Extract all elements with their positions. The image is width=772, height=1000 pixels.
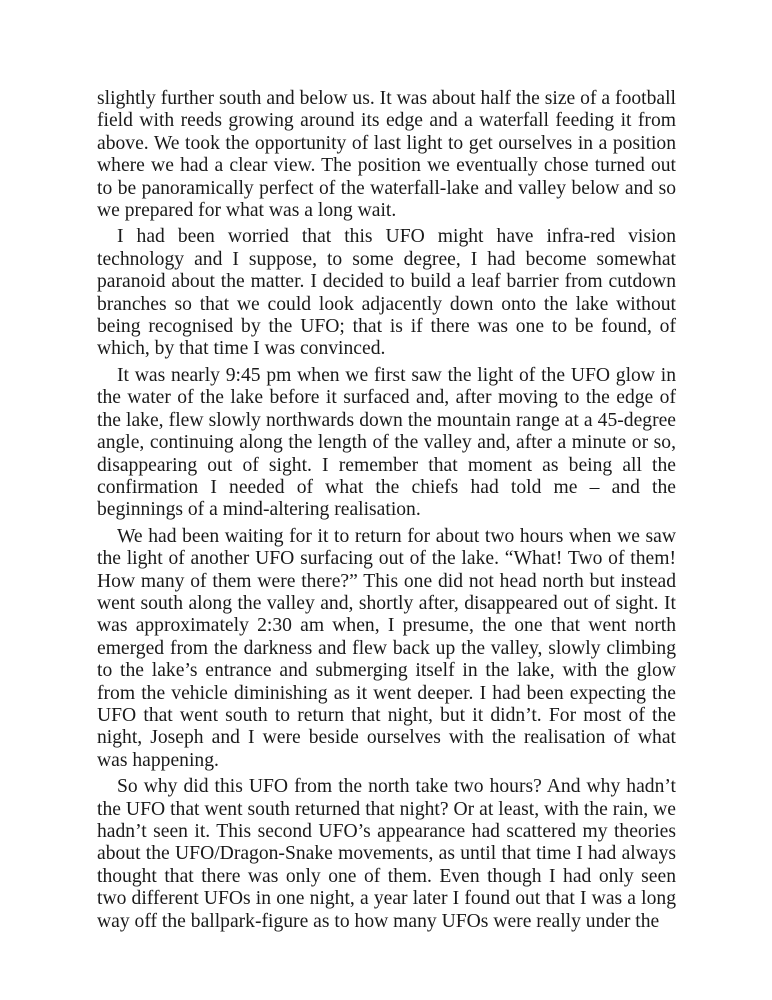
page-body-text	[97, 88, 676, 933]
paragraph-2: I had been worried that this UFO might have infra-red vision technology and I suppose, to some degree, I had become somewhat paranoid about the matter. I decided to build a leaf barrier from cutdown branches so that we could look adjacently down onto the lake without being recognised by the UFO; that is if there was one to be found, of which, by that time I was convinced.	[97, 226, 676, 360]
paragraph-3: It was nearly 9:45 pm when we first saw the light of the UFO glow in the water of the lake before it surfaced and, after moving to the edge of the lake, flew slowly northwards down the mountain range at a 45-degree angle, continuing along the length of the valley and, after a minute or so, disappearing out of sight. I remember that moment as being all the confirmation I needed of what the chiefs had told me – and the beginnings of a mind-altering realisation.	[97, 364, 676, 521]
paragraph-5: So why did this UFO from the north take two hours? And why hadn’t the UFO that went south returned that night? Or at least, with the rain, we hadn’t seen it. This second UFO’s appearance had scattered my theories about the UFO/Dragon-Snake movements, as until that time I had always thought that there was only one of them. Even though I had only seen two different UFOs in one night, a year later I found out that I was a long way off the ballpark-figure as to how many UFOs were really under the	[97, 776, 676, 932]
paragraph-1: slightly further south and below us. It was about half the size of a football field with reeds growing around its edge and a waterfall feeding it from above. We took the opportunity of last light to get ourselves in a position where we had a clear view. The position we eventually chose turned out to be panoramically perfect of the waterfall-lake and valley below and so we prepared for what was a long wait.	[97, 88, 676, 222]
paragraph-4: We had been waiting for it to return for about two hours when we saw the light of another UFO surfacing out of the lake. “What! Two of them! How many of them were there?” This one did not head north but instead went south along the valley and, shortly after, disappeared out of sight. It was approximately 2:30 am when, I presume, the one that went north emerged from the darkness and flew back up the valley, slowly climbing to the lake’s entrance and submerging itself in the lake, with the glow from the vehicle diminishing as it went deeper. I had been expecting the UFO that went south to return that night, but it didn’t. For most of the night, Joseph and I were beside ourselves with the realisation of what was happening.	[97, 525, 676, 771]
